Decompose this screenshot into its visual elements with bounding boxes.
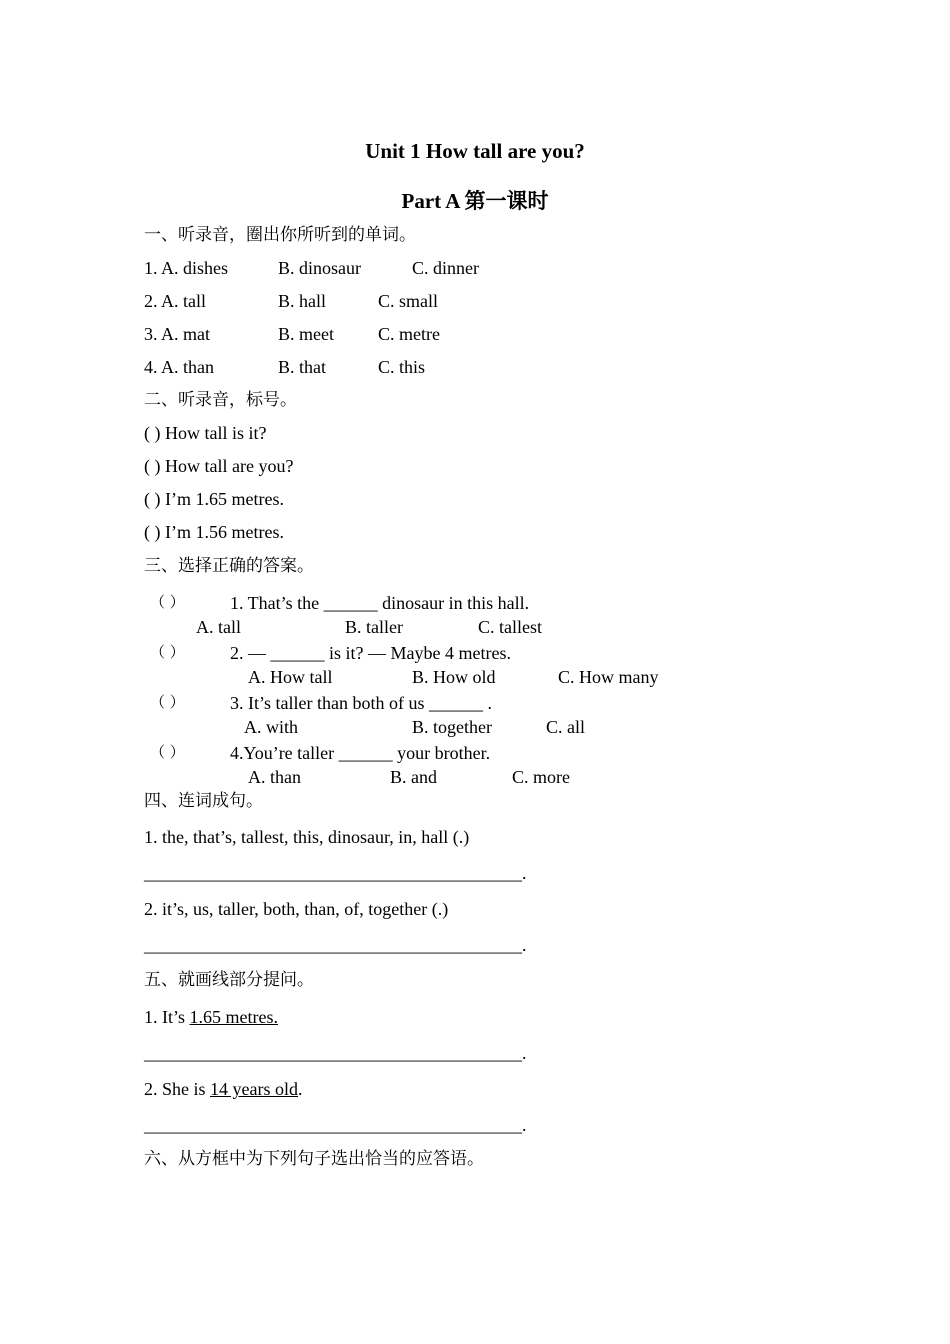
s2-item-4: ( ) I’m 1.56 metres. [144,522,284,542]
s3-q1-answer-paren: （ ） [150,593,185,611]
s3-q4-option-a: A. than [248,767,301,787]
s4-answer-line-1: __________________________________________. [144,863,527,883]
section-5-heading: 五、就画线部分提问。 [144,970,314,990]
s3-q1-option-c: C. tallest [478,617,542,637]
s1-row-2-option-c: C. small [378,291,439,311]
section-1-heading: 一、听录音，圈出你所听到的单词。 [144,225,416,245]
s2-item-1: ( ) How tall is it? [144,423,267,443]
s3-q2-option-b: B. How old [412,667,496,687]
s5-question-2 [144,1080,303,1098]
s5-q2-underlined: 14 years old [210,1079,298,1099]
section-2-heading: 二、听录音，标号。 [144,390,297,410]
section-3-heading: 三、选择正确的答案。 [144,556,314,576]
section-6-heading: 六、从方框中为下列句子选出恰当的应答语。 [144,1149,484,1169]
s4-item-2: 2. it’s, us, taller, both, than, of, together (.) [144,899,449,919]
s3-q3-option-b: B. together [412,717,492,737]
s1-row-3-option-a: 3. A. mat [144,324,210,344]
page-subtitle: Part A 第一课时 [401,189,549,213]
s5-q2-prefix: 2. She is [144,1079,211,1099]
s3-q3-option-c: C. all [546,717,585,737]
s1-row-3-option-b: B. meet [278,324,334,344]
s3-q3-option-a: A. with [244,717,298,737]
s5-q1-prefix: 1. It’s [144,1007,190,1027]
section-4-heading: 四、连词成句。 [144,791,263,811]
s4-item-1: 1. the, that’s, tallest, this, dinosaur, in, hall (.) [144,827,470,847]
s3-q4-text: 4.You’re taller ______ your brother. [230,743,491,763]
s3-q2-text: 2. — ______ is it? — Maybe 4 metres. [230,643,511,663]
s1-row-1-option-c: C. dinner [412,258,479,278]
s1-row-4-option-c: C. this [378,357,426,377]
s5-answer-line-1: __________________________________________. [144,1043,527,1063]
s1-row-2-option-b: B. hall [278,291,326,311]
s3-q4-answer-paren: （ ） [150,743,185,761]
s2-item-3: ( ) I’m 1.65 metres. [144,489,284,509]
s1-row-1-option-a: 1. A. dishes [144,258,229,278]
s3-q3-text: 3. It’s taller than both of us ______ . [230,693,492,713]
s3-q3-answer-paren: （ ） [150,693,185,711]
s1-row-2-option-a: 2. A. tall [144,291,206,311]
s5-q2-suffix: . [298,1079,303,1099]
s3-q1-option-a: A. tall [196,617,241,637]
s1-row-4-option-a: 4. A. than [144,357,214,377]
s3-q4-option-b: B. and [390,767,437,787]
s3-q1-text: 1. That’s the ______ dinosaur in this hall. [230,593,530,613]
s3-q2-answer-paren: （ ） [150,643,185,661]
s3-q2-option-c: C. How many [558,667,659,687]
s5-answer-line-2: __________________________________________. [144,1115,527,1135]
s1-row-4-option-b: B. that [278,357,326,377]
page-title: Unit 1 How tall are you? [365,139,585,163]
s1-row-1-option-b: B. dinosaur [278,258,361,278]
s2-item-2: ( ) How tall are you? [144,456,294,476]
s5-q1-underlined: 1.65 metres. [189,1007,278,1027]
s3-q2-option-a: A. How tall [248,667,333,687]
s3-q1-option-b: B. taller [345,617,403,637]
s5-question-1 [144,1008,278,1026]
s1-row-3-option-c: C. metre [378,324,440,344]
s3-q4-option-c: C. more [512,767,570,787]
s4-answer-line-2: __________________________________________. [144,935,527,955]
